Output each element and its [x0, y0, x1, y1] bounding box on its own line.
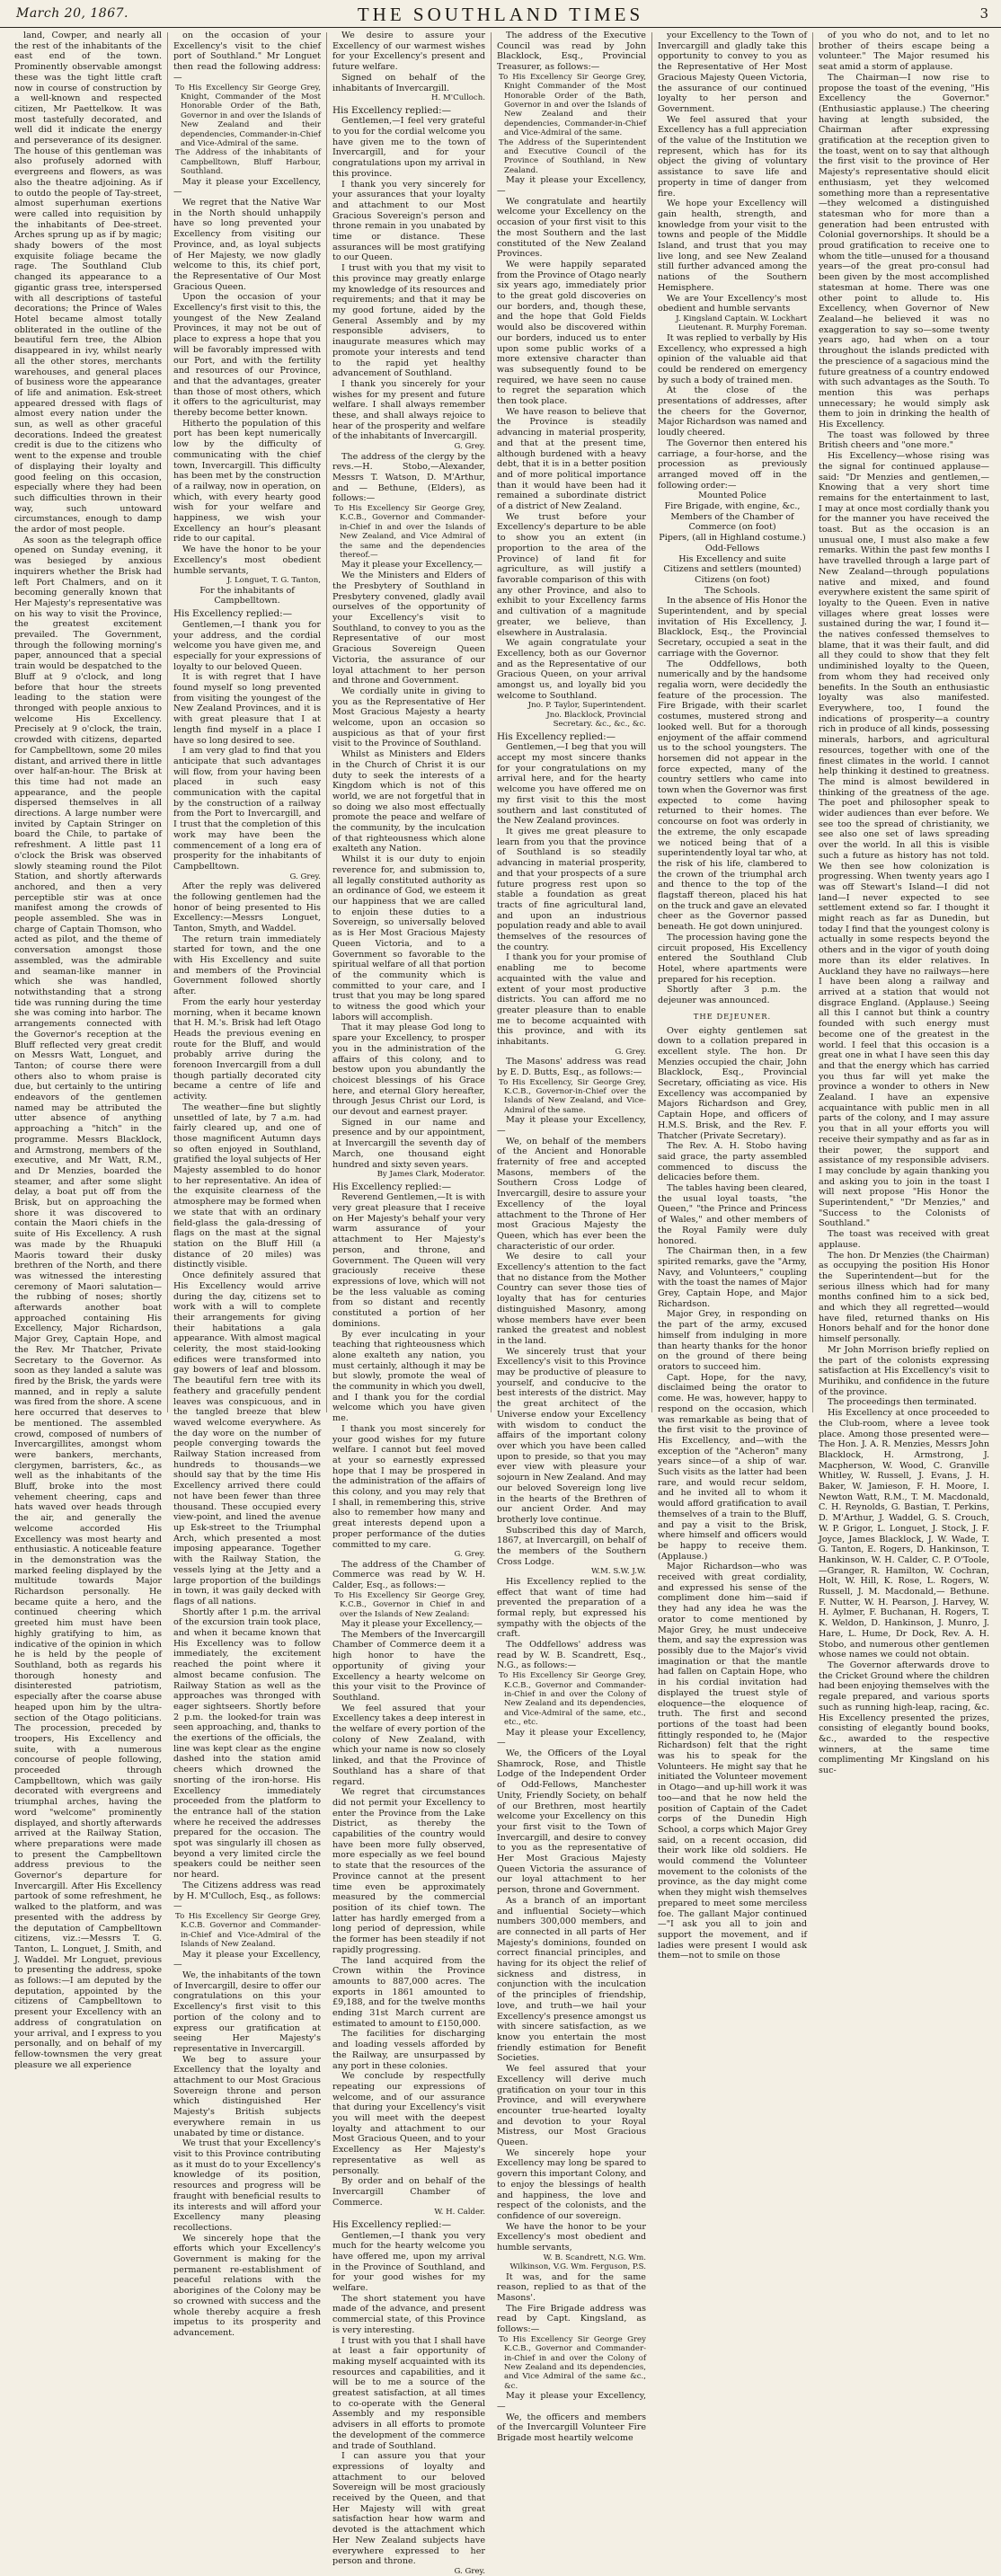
- paragraph: That it may please God long to spare your Excellency, to prosper you in the administration of the affairs of this colony, and to bestow upon you abundantly the choicest blessings of his Grace here, and eternal Glory hereafter, through Jesus Christ our Lord, is our devout and earnest prayer.: [332, 1022, 485, 1118]
- address-heading: To His Excellency Sir George Grey, Knight, Commander of the Most Honorable Order of the Bath, Governor in and over the Islands of New Zealand and their dependencies, Commander-in-Chief and Vice-Admiral of the same.: [175, 83, 321, 148]
- column-6: [819, 31, 989, 1776]
- paragraph: May it please your Excellency,—: [497, 1727, 646, 1748]
- reply-heading: His Excellency replied:—: [173, 608, 293, 620]
- signature: W.M. S.W. J.W.: [591, 1567, 646, 1577]
- paragraph: The Citizens address was read by H. M'Culloch, Esq., as follows:—: [173, 1880, 321, 1912]
- paragraph: The Masons' address was read by E. D. Butts, Esq., as follows:—: [497, 1057, 646, 1077]
- paragraph: May it please your Excellency,—: [341, 1619, 483, 1630]
- paragraph: From the early hour yesterday morning, when it became known that H. M.'s. Brisk had left Otago Heads the previous evening en route for the Bluff, and would probably arrive during the forenoon Invercargill from a dull though partially decorated city became a centre of life and activity.: [173, 996, 321, 1102]
- paragraph: of you who do not, and to let no brother of theirs escape being a volunteer." The Major resumed his seat amid a storm of applause.: [819, 31, 989, 73]
- signature: G. Grey.: [454, 2567, 485, 2576]
- centered-line: For the inhabitants of Campbelltown.: [199, 585, 295, 606]
- paragraph: I am very glad to find that you anticipate that such advantages will flow, from your having been placed in such easy communication with the capital by the construction of a railway from the Port to Invercargill, and I trust that the completion of this work may have been the commencement of a long era of prosperity for the inhabitants of Campbelltown.: [173, 746, 321, 872]
- paragraph: May it please your Excellency,—: [497, 2391, 646, 2412]
- paragraph: The Fire Brigade address was read by Capt. Kingsland, as follows:—: [497, 2303, 646, 2335]
- paragraph: Whilst as Ministers and Elders in the Church of Christ it is our duty to seek the interests of a Kingdom which is not of this world, we are not forgetful that in so doing we also most effectually promote the peace and welfare of the community, by the inculcation of that righteousness which alone exalteth any Nation.: [332, 749, 485, 854]
- paragraph: The short statement you have made of the advance, and present commercial state, of this Province is very interesting.: [332, 2293, 485, 2335]
- paragraph: We again congratulate your Excellency, both as our Governor and as the Representative of our Gracious Queen, on your arrival amongst us, and loyally bid you welcome to Southland.: [497, 638, 646, 701]
- address-heading: To His Excellency Sir George Grey, K.C.B., Governor in Chief in and over the Islands of New Zealand:: [334, 1590, 485, 1619]
- paragraph: We trust that your Excellency's visit to this Province contributing as it must do to your Excellency's knowledge of its position, resources and progress will be fraught with beneficial results to its interests and will afford your Excellency many pleasing recollections.: [173, 2138, 321, 2233]
- paragraph: May it please your Excellency,—: [173, 1949, 321, 1970]
- column-5: [658, 31, 807, 1961]
- paragraph: The facilities for discharging and loading vessels afforded by the Railway, are unsurpassed by any port in these colonies.: [332, 2029, 485, 2071]
- paragraph: I thank you sincerely for your wishes for my present and future welfare. I shall always remember these, and shall always rejoice to hear of the prosperity and welfare of the inhabitants of Invercargill.: [332, 378, 485, 442]
- paragraph: I thank you very sincerely for your assurances that your loyalty and attachment to our Most Gracious Sovereign's person and throne remain in you unabated by time or distance. These assurances will be most gratifying to our Queen.: [332, 179, 485, 263]
- signature: G. Grey.: [289, 872, 321, 881]
- column-4: [497, 31, 646, 2444]
- paragraph: your Excellency to the Town of Invercargill and gladly take this opportunity to convey to you as the Representative of Her Most Gracious Majesty Queen Victoria, the assurance of our continued loyalty to her person and Government.: [658, 31, 807, 114]
- paragraph: By ever inculcating in your teaching that righteousness which alone exalteth any nation, you must certainly, although it may be but slowly, promote the weal of the community in which you dwell, and I thank you for the cordial welcome which you have given me.: [332, 1329, 485, 1424]
- paragraph: Major Richardson—who was received with great cordiality, and expressed his sense of the compliment done him—said if they had any idea he was the orator to come mentioned by Major Grey, he must undeceive them, and say the expression was possibly due to the Major's vivid imagination or that the mantle had fallen on Captain Hope, who in his cordial invitation had displayed the truest style of eloquence—the eloquence of truth. The first and second portions of the toast had been fittingly responded to, he (Major Richardson) felt that the right was his to speak for the Volunteers. He might say that he initiated the Volunteer movement in Otago—and up-hill work it was too—and that he now held the position of Captain of the Cadet corps of the Dunedin High School, a corps which Major Grey said, on a recent occasion, did their work like old soldiers. He would commend the Volunteer movement to the colonists of the province, as the day might come when they might wish themselves prepared to meet some merciless foe. The gallant Major continued—"I ask you all to join and support the movement, and if ladies were present I would ask them—not to smile on those: [658, 1562, 807, 1961]
- paragraph: It gives me great pleasure to learn from you that the province of Southland is so steadily advancing in material prosperity, and that your prospects of a sure future progress rest upon so stable a foundation as great tracts of fine agricultural land, and upon an industrious population ready and able to avail themselves of the resources of the country.: [497, 826, 646, 952]
- centered-line: Odd-Fellows: [704, 543, 760, 553]
- paragraph: Shortly after 3 p.m. the dejeuner was announced.: [658, 985, 807, 1006]
- paragraph: We, on behalf of the members of the Ancient and Honorable fraternity of free and accepted Masons, members of the Southern Cross Lodge of Invercargill, desire to assure your Excellency of the loyal attachment to the Throne of Her most Gracious Majesty the Queen, which has ever been the characteristic of our order.: [497, 1136, 646, 1252]
- paragraph: May it please your Excellency,—: [497, 175, 646, 196]
- centered-line: Members of the Chamber of Commerce (on foot): [670, 511, 794, 533]
- paragraph: We cordially unite in giving to you as the Representative of Her Most Gracious Majesty a hearty welcome, upon an occasion so auspicious as that of your first visit to the Province of Southland.: [332, 686, 485, 749]
- column-rule: [651, 32, 652, 1412]
- paragraph: Capt. Hope, for the navy, disclaimed being the orator to come. He was, however, happy to respond on the occasion, which was remarkable as being that of the first visit to the province of His Excellency, and—with the exception of the "Acheron" many years since—of a ship of war. Such visits as the latter had been rare, and would recur seldom, and he invited all to whom it would afford gratification to avail themselves of a train to the Bluff, and pay a visit to the Brisk, where himself and officers would be happy to receive them. (Applause.): [658, 1372, 807, 1562]
- signature: H. M'Culloch.: [431, 93, 485, 103]
- paragraph: We are Your Excellency's most obedient and humble servants: [658, 293, 807, 314]
- centered-line: Citizens (on foot): [695, 574, 770, 585]
- subheading: THE DEJEUNER.: [693, 1011, 772, 1021]
- paragraph: Shortly after 1 p.m. the arrival of the excursion train took place, and when it became known that His Excellency was to follow immediately, the excitement reached the point where it almost became confusion. The Railway Station as well as the approaches was thronged with eager sightseers. Shortly before 2 p.m. the looked-for train was seen approaching, and, thanks to the exertions of the officials, the line was kept clear as the engine dashed into the station amid cheers which drowned the snorting of the iron-horse. His Excellency immediately proceeded from the platform to the entrance hall of the station where he received the addresses prepared for the occasion. The spot was singularly ill chosen as beyond a very limited circle the speakers could be neither seen nor heard.: [173, 1607, 321, 1881]
- paragraph: We, the inhabitants of the town of Invercargill, desire to offer our congratulations on this your Excellency's first visit to this portion of the colony and to express our gratification at seeing Her Majesty's representative in Invercargill.: [173, 1970, 321, 2054]
- paragraph: We desire to call your Excellency's attention to the fact that no distance from the Mother Country can sever those ties of loyalty that has for centuries distinguished Masonry, among whose members have ever been ranked the greatest and noblest in the land.: [497, 1252, 646, 1346]
- paragraph: The procession having gone the circuit proposed, His Excellency entered the Southland Club Hotel, where apartments were prepared for his reception.: [658, 932, 807, 985]
- paragraph: We sincerely trust that your Excellency's visit to this Province may be productive of pleasure to yourself, and conducive to the best interests of the district. May the great architect of the Universe endow your Excellency with wisdom to conduct the affairs of the important colony over which you have been called upon to preside, so that you may ever view with pleasure your sojourn in New Zealand. And may our beloved Sovereign long live in the hearts of the Brethren of our ancient Order. And may brotherly love continue.: [497, 1346, 646, 1525]
- address-heading: The Address of the inhabitants of Campbelltown, Bluff Harbour, Southland.: [175, 148, 321, 177]
- paragraph: As soon as the telegraph office opened on Sunday evening, it was besieged by anxious inquirers whether the Brisk had left Port Chalmers, and on it becoming generally known that Her Majesty's representative was on his way to visit the Province, the greatest excitement prevailed. The Government, through the following morning's paper, announced that a special train would be despatched to the Bluff at 9 o'clock, and long before that hour the streets leading to the station were thronged with people anxious to welcome His Excellency. Precisely at 9 o'clock, the train, crowded with citizens, departed for Campbelltown, some 20 miles distant, and arrived there in little over half-an-hour. The Brisk at this time had not made an appearance, and the people dispersed themselves in all directions. A large number were invited by Captain Stringer on board the Chile, to partake of refreshment. A little past 11 o'clock the Brisk was observed slowly steaming round the Pilot Station, and shortly afterwards anchored, and then a very perceptible stir was at once manifest among the crowds of people assembled. She was in charge of Captain Thomson, who acted as pilot, and the theme of conversation amongst those assembled, was the admirable and seaman-like manner in which she was handled, notwithstanding that a strong tide was running during the time she was coming into harbor. The arrangements connected with the Governor's reception at the Bluff reflected very great credit on Messrs Watt, Longuet, and Tanton; of course there were others also to whom praise is due, but certainly to the untiring endeavors of the gentlemen named may be attributed the utter absence of anything approaching a "hitch" in the programme. Messrs Blacklock, and Armstrong, members of the executive, and Mr Watt, R.M., and Dr Menzies, boarded the steamer, and after some slight delay, a boat put off from the Brisk, but on approaching the shore it was discovered to contain the Maori chiefs in the suite of His Excellency. A rush was made by the Rhuapuki Maoris toward their dusky brethren of the North, and there was witnessed the interesting ceremony of Maori salutation—the rubbing of noses; shortly afterwards another boat approached containing His Excellency, Major Richardson, Major Grey, Captain Hope, and the Rev. Mr Thatcher, Private Secretary to the Governor. As soon as they landed a salute was fired by the Brisk, the yards were manned, and in reply a salute was fired from the shore. A scene here occurred that deserves to be mentioned. The assembled crowd, composed of numbers of Invercargillites, amongst whom were bankers, merchants, clergymen, barristers, &c., as well as the inhabitants of the Bluff, broke into the most vehement cheering, caps and hats waved over heads through the air, and generally the welcome accorded His Excellency was most hearty and enthusiastic. A noticeable feature in the demonstration was the marked feeling displayed by the multitude towards Major Richardson personally. He became quite a hero, and the continued cheering which greeted him must have been highly gratifying to him, as indicative of the opinion in which he is held by the people of Southland, both as regards his thorough honesty and disinterested patriotism, especially after the coarse abuse heaped upon him by the ultra-section of the Otago politicians. The procession, preceded by troopers, His Excellency and suite, with a numerous concourse of people following, proceeded through Campbelltown, which was gaily decorated with evergreens and triumphal arches, having the word "welcome" prominently displayed, and shortly afterwards arrived at the Railway Station, where preparations were made to present the Campbelltown address previous to the Governor's departure for Invercargill. After His Excellency partook of some refreshment, he walked to the platform, and was presented with the address by the deputation of Campbelltown citizens, viz.:—Messrs T. G. Tanton, L. Longuet, J. Smith, and J. Waddel. Mr Longuet, previous to presenting the address, spoke as follows:—I am deputed by the deputation, appointed by the citizens of Campbelltown to present your Excellency with an address of congratulation on your arrival, and I express to you personally, and on behalf of my fellow-townsmen the very great pleasure we all experience: [14, 535, 162, 2070]
- centered-line: His Excellency and suite: [678, 553, 786, 564]
- paragraph: Major Grey, in responding on the part of the army, excused himself from indulging in more than hearty thanks for the honor on the ground of there being orators to succeed him.: [658, 1309, 807, 1372]
- paragraph: At the close of the presentations of addresses, after the cheers for the Governor, Major Richardson was named and loudly cheered.: [658, 385, 807, 438]
- signature: Jno. Blacklock, Provincial Secretary. &c., &c., &c.: [546, 710, 646, 730]
- paragraph: It was, and for the same reason, replied to as that of the Masons'.: [497, 2271, 646, 2303]
- reply-heading: His Excellency replied:—: [332, 1181, 452, 1192]
- paragraph: I trust with you that my visit to this province may greatly enlarge my knowledge of its resources and requirements; and that it may be my good fortune, aided by the General Assembly and by my responsible advisers, to inaugurate measures which may promote your interests and tend to the rapid yet healthy advancement of Southland.: [332, 263, 485, 379]
- paragraph: The hon. Dr Menzies (the Chairman) as occupying the position His Honor the Superintendent—but for the serious illness which had for many months confined him to a sick bed, and which they all regretted—would have filed, returned thanks on His Honors behalf and for the honor done himself personally.: [819, 1250, 989, 1345]
- address-heading: To His Excellency Sir George Grey, K.C.B. Governor and Commander-in-Chief and Vice-Admiral of the Islands of New Zealand.: [175, 1912, 321, 1950]
- paragraph: We regret that circumstances did not permit your Excellency to enter the Province from the Lake District, as thereby the capabilities of the country would have been more fully observed, more especially as we feel bound to state that the resources of the Province cannot at the present time even be approximately measured by the commercial position of its chief town. The latter has hardly emerged from a long period of depression, while the former has been steadily if not rapidly progressing.: [332, 1787, 485, 1955]
- paragraph: on the occasion of your Excellency's visit to the chief port of Southland." Mr Longuet then read the following address:—: [173, 31, 321, 83]
- paragraph: Signed on behalf of the inhabitants of Invercargill.: [332, 72, 485, 93]
- address-heading: To His Excellency Sir George Grey, K.C.B., Governor and Commander-in-Chief in and over the Islands of New Zealand, and Vice Admiral of the same and the dependencies thereof.—: [334, 504, 485, 561]
- paragraph: We have the honor to be your Excellency's most obedient and humble servants,: [497, 2221, 646, 2253]
- paragraph: Mr John Morrison briefly replied on the part of the colonists expressing satisfaction at His Excellency's visit to Murihiku, and confidence in the future of the province.: [819, 1344, 989, 1397]
- signature: J. Kingsland Captain. W. Lockhart Lieutenant. R. Murphy Foreman.: [676, 314, 807, 333]
- paragraph: The return train immediately started for town, and the one with His Excellency and suite and members of the Provincial Government followed shortly after.: [173, 934, 321, 997]
- paragraph: As a branch of an important and influential Society—which numbers 300,000 members, and are connected in all parts of Her Majesty's dominions, founded on correct financial principles, and having for its object the relief of sickness and distress, in conjunction with the inculcation of the principles of friendship, love, and truth—we hail your Excellency's presence amongst us with sincere satisfaction, as we know you entertain the most friendly estimation for Benefit Societies.: [497, 1895, 646, 2064]
- issue-date: March 20, 1867.: [16, 6, 128, 21]
- paragraph: We congratulate and heartily welcome your Excellency on the occasion of your first visit to this the most Southern and the last constituted of the New Zealand Provinces.: [497, 196, 646, 260]
- signature: By James Clark, Moderator.: [376, 1170, 485, 1180]
- paragraph: Gentlemen,—I thank you for your address, and the cordial welcome you have given me, and especially for your expressions of loyalty to our beloved Queen.: [173, 619, 321, 672]
- paragraph: The toast was followed by three British cheers and "one more.": [819, 429, 989, 451]
- paragraph: We were happily separated from the Province of Otago nearly six years ago, immediately prior to the great gold discoveries on our borders, and, though these, and the hope that Gold Fields would also be discovered within our borders, induced us to enter upon some public works of a more extensive character than was subsequently found to be required, we have seen no cause to regret the separation which then took place.: [497, 259, 646, 407]
- paragraph: We hope your Excellency will gain health, strength, and knowledge from your visit to the towns and people of the Middle Island, and trust that you may live long, and see New Zealand still further advanced among the nations of the Southern Hemisphere.: [658, 199, 807, 293]
- paragraph: We the Ministers and Elders of the Presbytery of Southland in Presbytery convened, gladly avail ourselves of the opportunity of your Excellency's visit to Southland, to convey to you as the Representative of our most Gracious Sovereign Queen Victoria, the assurance of our loyal attachment to her person and throne and Government.: [332, 571, 485, 686]
- column-rule: [167, 32, 168, 1412]
- column-rule: [491, 32, 492, 1412]
- paragraph: Subscribed this day of March, 1867, at Invercargill, on behalf of the members of the Southern Cross Lodge.: [497, 1525, 646, 1567]
- centered-line: Citizens and settlers (mounted): [663, 564, 802, 575]
- paragraph: I trust with you that I shall have at least a fair opportunity of making myself acquainted with its resources and capabilities, and it will be to me a source of the greatest satisfaction, at all times to co-operate with the General Assembly and my responsible advisers in all efforts to promote the development of the commerce and trade of Southland.: [332, 2335, 485, 2451]
- address-heading: To His Excellency, Sir George Grey, K.C.B., Governor-in-Chief over the Islands of New Zealand, and Vice-Admiral of the same.: [499, 1077, 646, 1115]
- paragraph: The proceedings then terminated.: [828, 1397, 977, 1408]
- paragraph: The Members of the Invercargill Chamber of Commerce deem it a high honor to have the opportunity of giving your Excellency a hearty welcome on this your visit to the Province of Southland.: [332, 1629, 485, 1703]
- paragraph: I can assure you that your expressions of loyalty and attachment to our beloved Sovereign will be most graciously received by the Queen, and that Her Majesty will with great satisfaction hear how warm and devoted is the attachment which Her New Zealand subjects have everywhere expressed to her person and throne.: [332, 2451, 485, 2567]
- paragraph: Reverend Gentlemen,—It is with very great pleasure that I receive on Her Majesty's behalf your very warm assurance of your attachment to Her Majesty's person, and throne, and Government. The Queen will very graciously receive these expressions of love, which will not be the less valuable as coming from so distant and recently constituted a portion of her dominions.: [332, 1192, 485, 1329]
- signature: W. H. Calder.: [434, 2208, 485, 2217]
- paragraph: We have reason to believe that the Province is steadily advancing in material prosperity, and that at the present time, although burdened with a heavy debt, that it is in a better position and of more political importance than it would have been had it remained a subordinate district of a district of New Zealand.: [497, 406, 646, 512]
- signature: W. B. Scandrett, N.G. Wm. Wilkinson, V.G. Wm. Ferguson, P.S.: [509, 2253, 646, 2272]
- column-3: [332, 31, 485, 2576]
- column-1: [14, 31, 162, 2070]
- paragraph: It was replied to verbally by His Excellency, who expressed a high opinion of the valuable aid that could be rendered on emergency by such a body of trained men.: [658, 332, 807, 385]
- paragraph: By order and on behalf of the Invercargill Chamber of Commerce.: [332, 2176, 485, 2208]
- paragraph: We, the Officers of the Loyal Shamrock, Rose, and Thistle Lodge of the Independent Order of Odd-Fellows, Manchester Unity, Friendly Society, on behalf of our Brethren, most heartily welcome your Excellency on this your first visit to the Town of Invercargill, and desire to convey to you as the representative of Her Most Gracious Majesty Queen Victoria the assurance of our loyal attachment to her person, throne and Government.: [497, 1748, 646, 1896]
- paragraph: The Chairman—I now rise to propose the toast of the evening, "His Excellency the Governor." (Enthusiastic applause.) The cheering having at length subsided, the Chairman after expressing gratification at the reception given to the toast, went on to say that although the first visit to the province of Her Majesty's representative should elicit enthusiasm, yet they welcomed something more than a representative—they welcomed a distinguished statesman who for more than a generation had been entrusted with Colonial governorships. It should be a proud gratification to receive one to whom the title—unused for a thousand years—of the great pro-consul had been given by the most accomplished statesman at home. There was one other point to allude to. His Excellency, when Governor of New Zealand—he believed it was no exaggeration to say so—some twenty years ago, had when on a tour throughout the islands predicted with the prescience of a sagacious mind the future greatness of a country endowed with such advantages as the South. To mention this was perhaps unnecessary; he would simply ask them to join in drinking the health of His Excellency.: [819, 72, 989, 430]
- paragraph: The address of the clergy by the revs.—H. Stobo,—Alexander, Messrs T. Watson, D. M'Arthur, and — Bethune, (Elders), as follows:—: [332, 451, 485, 504]
- paragraph: We regret that the Native War in the North should unhappily have so long prevented your Excellency from visiting our Province, and, as loyal subjects of Her Majesty, we now gladly welcome to this, its chief port, the Representative of Our Most Gracious Queen.: [173, 197, 321, 292]
- paragraph: We feel assured that your Excellency has a full appreciation of the value of the Institution we represent, which has for its object the giving of voluntary assistance to save life and property in time of danger from fire.: [658, 114, 807, 199]
- paragraph: Gentlemen,—I thank you very much for the hearty welcome you have offered me, upon my arrival in the Province of Southland, and for your good wishes for my welfare.: [332, 2230, 485, 2294]
- paragraph: Gentlemen,—I feel very grateful to you for the cordial welcome you have given me to the town of Invercargill, and for your congratulations upon my arrival in this province.: [332, 116, 485, 179]
- page-number: 3: [979, 5, 988, 22]
- paragraph: The address of the Executive Council was read by John Blacklock, Esq., Provincial Treasurer, as follows:—: [497, 31, 646, 73]
- reply-heading: His Excellency replied:—: [497, 730, 616, 742]
- paragraph: I thank you most sincerely for your good wishes for my future welfare. I cannot but feel moved at your so earnestly expressed hope that I may be prospered in the administration of the affairs of this colony, and you may rely that I shall, in remembering this, strive also to remember how many and great interests depend upon a proper performance of the duties committed to my care.: [332, 1423, 485, 1550]
- paragraph: May it please your Excellency,—: [173, 176, 321, 198]
- centered-line: Mounted Police: [698, 491, 766, 501]
- paragraph: We sincerely hope your Excellency may long be spared to govern this important Colony, and to enjoy the blessings of health and happiness, the love and respect of the colonists, and the confidence of our sovereign.: [497, 2147, 646, 2221]
- centered-line: The Schools.: [704, 585, 761, 596]
- paragraph: May it please your Excellency,—: [497, 1115, 646, 1136]
- paragraph: Whilst it is our duty to enjoin reverence for, and submission to, all legally constituted authority as an ordinance of God, we esteem it our happiness that we are called to enjoin these duties to a Sovereign, so universally beloved as is Her Most Gracious Majesty Queen Victoria, and to a Government so favorable to the spiritual welfare of all that portion of the community which is committed to your care, and I trust that you may be long spared to witness the good which your labors will accomplish.: [332, 854, 485, 1022]
- paragraph: We beg to assure your Excellency that the loyalty and attachment to our Most Gracious Sovereign throne and person which distinguished Her Majesty's British subjects everywhere remain in us unabated by time or distance.: [173, 2054, 321, 2138]
- paragraph: I thank you for your promise of enabling me to become acquainted with the value and extent of your most productive districts. You can afford me no greater pleasure than to enable me to become acquainted with this province, and with its inhabitants.: [497, 952, 646, 1048]
- paragraph: Over eighty gentlemen sat down to a collation prepared in excellent style. The hon. Dr Menzies occupied the chair, John Blacklock, Esq., Provincial Secretary, officiating as vice. His Excellency was accompanied by Majors Richardson and Grey, Captain Hope, and officers of H.M.S. Brisk, and the Rev. F. Thatcher (Private Secretary).: [658, 1025, 807, 1141]
- paragraph: We, the officers and members of the Invercargill Volunteer Fire Brigade most heartily welcome: [497, 2412, 646, 2444]
- reply-heading: His Excellency replied:—: [332, 104, 452, 116]
- paragraph: Hitherto the population of this port has been kept numerically low by the difficulty of communicating with the chief town, Invercargill. This difficulty has been met by the construction of a railway, now in operation, on which, with every hearty good wish for your welfare and happiness, we wish your Excellency an hour's pleasant ride to our capital.: [173, 418, 321, 544]
- address-heading: To His Excellency Sir George Grey, Knight Commander of the Most Honorable Order of the Bath, Governor in and over the Islands of New Zealand and their dependencies, Commander-in-Chief and Vice-Admiral of the same.: [499, 72, 646, 138]
- paragraph: His Excellency replied to the effect that want of time had prevented the preparation of a formal reply, but expressed his sympathy with the objects of the craft.: [497, 1576, 646, 1640]
- article-columns: [0, 31, 1001, 2576]
- address-heading: To His Excellency Sir George Grey K.C.B., Governor and Commander-in-Chief in and over the Colony of New Zealand and its dependencies, and Vice Admiral of the same &c., &c.: [499, 2334, 646, 2391]
- paragraph: We sincerely hope that the efforts which your Excellency's Government is making for the permanent re-establishment of peaceful relations with the aborigines of the Colony may be so crowned with success and the whole thereby acquire a fresh impetus to its prosperity and advancement.: [173, 2233, 321, 2338]
- paragraph: It is with regret that I have found myself so long prevented from visiting the youngest of the New Zealand Provinces, and it is with great pleasure that I at length find myself in a place I have so long desired to see.: [173, 672, 321, 746]
- paragraph: The toast was received with great applause.: [819, 1229, 989, 1250]
- paragraph: May it please your Excellency,—: [341, 560, 483, 571]
- signature: G. Grey.: [454, 1550, 485, 1560]
- centered-line: Pipers, (all in Highland costume.): [659, 533, 806, 544]
- paragraph: The land acquired from the Crown within the Province amounts to 887,000 acres. The exports in 1861 amounted to £9,188, and for the twelve months ending 31st March current are estimated to amount to £150,000.: [332, 1955, 485, 2029]
- signature: G. Grey.: [454, 442, 485, 452]
- signature: J. Longuet, T. G. Tanton,: [226, 576, 321, 586]
- paragraph: His Excellency—whose rising was the signal for continued applause—said: "Dr Menzies and gentlemen,—Knowing that a very short time remains for the entertainment to last, I may at once most cordially thank you for the manner you have received the toast. But as the occasion is an unusual one, I must also make a few remarks. Within the past few months I have travelled through a large part of New Zealand—through populations native and mixed, and found everywhere existent the same spirit of loyalty to the Queen. Even in native villages where great losses were sustained during the war, I found it—the natives confessed themselves to blame, that it was their fault, and did all they could to show that they felt undiminished loyalty to the Queen, from whom they had received only benefits. In the South an enthusiastic loyalty was also manifested. Everywhere, too, I found the indications of prosperity—a country rich in produce of all kinds, possessing minerals, harbors, and agricultural resources, together with one of the finest climates in the world. I cannot help thinking it destined to greatness. The mind is almost bewildered in thinking of the greatness of the age. The poet and philosopher speak to wider audiences than ever before. We see too the spread of christianity, we see also one set of laws spreading over the world. In all this is visible such a future as history has not told. We then see how colonization is progressing. When twenty years ago I was off Stewart's Island—I did not land—I never expected to see settlement extend so far. I thought it might reach as far as Dunedin, but today I find that the youngest colony is actually in some respects beyond the others and in the vigor of youth doing more than its elder relatives. In Auckland they have no railways—here I have been along a railway and arrived at a station that would not disgrace England. (Applause.) Seeing all this I cannot but think a country founded with such energy must become one of the greatest in the world. I feel that this occasion is a great one in what I have seen this day and that the energy which has carried you thus far will yet make the province a wonder to others in New Zealand. I have an expensive acquaintance with public men in all parts of the colony, and I may assure you that in all your efforts you will receive their sympathy and as far as in their power, the support and assistance of my responsible advisers. I may conclude by again thanking you and asking you to join in the toast I will next propose "His Honor the Superintendent," "Dr Menzies," and "Success to the Colonists of Southland.": [819, 451, 989, 1229]
- signature: Jno. P. Taylor, Superintendent.: [527, 701, 646, 711]
- address-heading: The Address of the Superintendent and Executive Council of the Province of Southland, in New Zealand.: [499, 137, 646, 175]
- paragraph: The weather—fine but slightly unsettled of late, by 7 a.m. had fairly cleared up, and one of those magnificent Autumn days so often enjoyed in Southland, gratified the loyal subjects of Her Majesty assembled to do honor to her representative. An idea of the exquisite clearness of the atmosphere may be formed when we state that with an ordinary field-glass the gala-dressing of flags on the mast at the signal station on the Bluff Hill (a distance of 20 miles) was distinctly visible.: [173, 1102, 321, 1270]
- paragraph: We desire to assure your Excellency of our warmest wishes for your Excellency's present and future welfare.: [332, 31, 485, 73]
- paragraph: The Oddfellows' address was read by W. B. Scandrett, Esq., N.G., as follows:—: [497, 1640, 646, 1671]
- paragraph: We feel assured that your Excellency will derive much gratification on your tour in this Province, and will everywhere encounter true-hearted loyalty and devotion to your Royal Mistress, our Most Gracious Queen.: [497, 2064, 646, 2148]
- column-rule: [812, 32, 813, 1412]
- paragraph: After the reply was delivered the following gentlemen had the honor of being presented to His Excellency:—Messrs Longuet, Tanton, Smyth, and Waddel.: [173, 881, 321, 934]
- paragraph: Once definitely assured that His Excellency would arrive during the day, citizens set to work with a will to complete their arrangements for giving their habitations a gala appearance. With almost magical celerity, the most staid-looking edifices were transformed into gay bowers of leaf and blossom. The beautiful fern tree with its feathery and gracefully pendent leaves was conspicuous, and in the tangled breeze that blew waved welcome everywhere. As the day wore on the number of people converging towards the Railway Station increased from hundreds to thousands—we should say that by the time His Excellency arrived there could not have been fewer than three thousand. These occupied every view-point, and lined the avenue up Esk-street to the Triumphal Arch, which presented a most imposing appearance. Together with the Railway Station, the vessels lying at the Jetty and a large proportion of the buildings in town, it was gaily decked with flags of all nations.: [173, 1270, 321, 1607]
- paragraph: Signed in our name and presence and by our appointment, at Invercargill the seventh day of March, one thousand eight hundred and sixty seven years.: [332, 1117, 485, 1170]
- paragraph: The Oddfellows, both numerically and by the handsome regalia worn, were decidedly the feature of the procession. The Fire Brigade, with their scarlet costumes, mustered strong and looked well. But for a thorough enjoyment of the affair commend us to the school youngsters. The horsemen did not appear in the force expected, many of the country settlers who came into town when the Governor was first expected to come having returned to their homes. The concourse on foot was orderly in the extreme, the only escapade we noticed being that of a superintendently loyal tar who, at the risk of his life, clambered to the crown of the triumphal arch and thence to the top of the flagstaff thereon, placed his hat on the truck and gave an elevated cheer as the Governor passed beneath. He got down uninjured.: [658, 659, 807, 933]
- paragraph: The Rev. A. H. Stobo having said grace, the party assembled commenced to discuss the delicacies before them.: [658, 1141, 807, 1183]
- paragraph: The Governor then entered his carriage, a four-horse, and the procession as previously arranged moved off in the following order:—: [658, 438, 807, 491]
- column-rule: [326, 32, 327, 1412]
- paragraph: We have the honor to be your Excellency's most obedient humble servants,: [173, 544, 321, 576]
- paragraph: land, Cowper, and nearly all the rest of the inhabitants of the east end of the town. Prominently observable amongst these was the tight little craft now in course of construction by a well-known and respected citizen, Mr Paettelkow. It was most tastefully decorated, and well did it indicate the energy and perseverance of its designer. The house of this gentleman was also profusely adorned with evergreens and flowers, as was also the theatre adjoining. As if to outdo the people of Tay-street, almost superhuman exertions were called into requisition by the inhabitants of Dee-street. Arches sprung up as if by magic; shady bowers of the most exquisite foliage became the rage. The Southland Club changed its appearance to a gigantic grass tree, interspersed with all descriptions of tasteful decorations; the Prince of Wales Hotel became almost totally obliterated in the outline of the beautiful fern tree, the Albion disappeared in ivy, whilst nearly all the other stores, merchants warehouses, and general places of business wore the appearance of life and animation. Esk-street appeared dressed with flags of almost every nation under the sun, as well as other graceful decorations. Indeed the greatest credit is due to the citizens who went to the expense and trouble of displaying their loyalty and good feeling on this occasion, especially where they had been such difficulties thrown in their way, such untoward circumstances, enough to damp the ardor of most people.: [14, 31, 162, 536]
- address-heading: To His Excellency Sir George Grey, K.C.B., Governor and Commander-in-Chief in and over the Colony of New Zealand and its dependencies, and Vice-Admiral of the same, etc., etc., etc.: [499, 1671, 646, 1728]
- paragraph: The tables having been cleared, the usual loyal toasts, "the Queen," "the Prince and Princess of Wales," and other members of the Royal Family were duly honored.: [658, 1183, 807, 1246]
- paragraph: His Excellency at once proceeded to the Club-room, where a levee took place. Among those presented were—The Hon. J. A. R. Menzies, Messrs John Blacklock, H. Armstrong, J. Macpherson, W. Wood, C. Granville Whitley, W. Russell, J. Evans, J. H. Baker, W. Jamieson, F. H. Moore, I. Newton Watt, R.M., T. M. Macdonald, C. H. Reynolds, G. Bastian, T. Perkins, D. M'Arthur, J. Waddel, G. S. Crouch, W. P. Grigor, L. Longuet, J. Stock, J. F. Joyce, James Blacklock, J. W. Wade, T. G. Tanton, E. Rogers, D. Hankinson, T. Hankinson, W. H. Calder, C. P. O'Toole,—Granger, R. Hamilton, W. Cochran, Holt, W. Hill, K. Rose, L. Rogers, W. Russell, J. M. Macdonald,— Bethune. F. Nutter, W. H. Pearson, J. Harvey, W. H. Aylmer, F. Buchanan, H. Rogers, T. K. Weldon, D. Hankinson, J. Munro, J. Hare, L. Hume, Dr Dock, Rev. A. H. Stobo, and numerous other gentlemen whose names we could not obtain.: [819, 1408, 989, 1660]
- centered-line: Fire Brigade, with engine, &c.,: [664, 501, 801, 512]
- paragraph: In the absence of His Honor the Superintendent, and by special invitation of His Excellency, J. Blacklock, Esq., the Provincial Secretary, occupied a seat in the carriage with the Governor.: [658, 596, 807, 659]
- paragraph: We conclude by respectfully repeating our expressions of welcome, and of our assurance that during your Excellency's visit you will meet with the deepest loyalty and attachment to our Most Gracious Queen, and to your Excellency as Her Majesty's representative as well as personally.: [332, 2071, 485, 2176]
- signature: G. Grey.: [615, 1047, 646, 1057]
- newspaper-title: THE SOUTHLAND TIMES: [357, 4, 644, 25]
- paragraph: The address of the Chamber of Commerce was read by W. H. Calder, Esq., as follows:—: [332, 1559, 485, 1591]
- paragraph: We feel assured that your Excellency takes a deep interest in the welfare of every portion of the colony of New Zealand, with which your name is now so closely linked, and that the Province of Southland has a share of that regard.: [332, 1703, 485, 1787]
- paragraph: Gentlemen,—I beg that you will accept my most sincere thanks for your congratulations on my arrival here, and for the hearty welcome you have offered me on my first visit to this the most southern and last constituted of the New Zealand provinces.: [497, 742, 646, 827]
- column-2: [173, 31, 321, 2338]
- masthead: [0, 0, 1001, 28]
- paragraph: Upon the occasion of your Excellency's first visit to this, the youngest of the New Zealand Provinces, it may not be out of place to express a hope that you will be favorably impressed with our Port, and with the fertility and resources of our Province, and that the advantages, greater than those of most others, which it offers to the agriculturist, may thereby become better known.: [173, 292, 321, 419]
- paragraph: The Governor afterwards drove to the Cricket Ground where the children had been enjoying themselves with the regale prepared, and various sports such as running high-leap, racing, &c. His Excellency presented the prizes, consisting of elegantly bound books, &c., awarded to the respective winners, at the same time complimenting Mr Kingsland on his suc-: [819, 1660, 989, 1776]
- paragraph: We trust before your Excellency's departure to be able to show you an extent (in proportion to the area of the Province) of land fit for agriculture, as will justify a favorable comparison of this with any other Province, and also to exhibit to your Excellency farms and cultivation of a magnitude greater, we believe, than elsewhere in Australasia.: [497, 511, 646, 638]
- reply-heading: His Excellency replied:—: [332, 2218, 452, 2230]
- paragraph: The Chairman then, in a few spirited remarks, gave the "Army, Navy, and Volunteers," coupling with the toast the names of Major Grey, Captain Hope, and Major Richardson.: [658, 1246, 807, 1309]
